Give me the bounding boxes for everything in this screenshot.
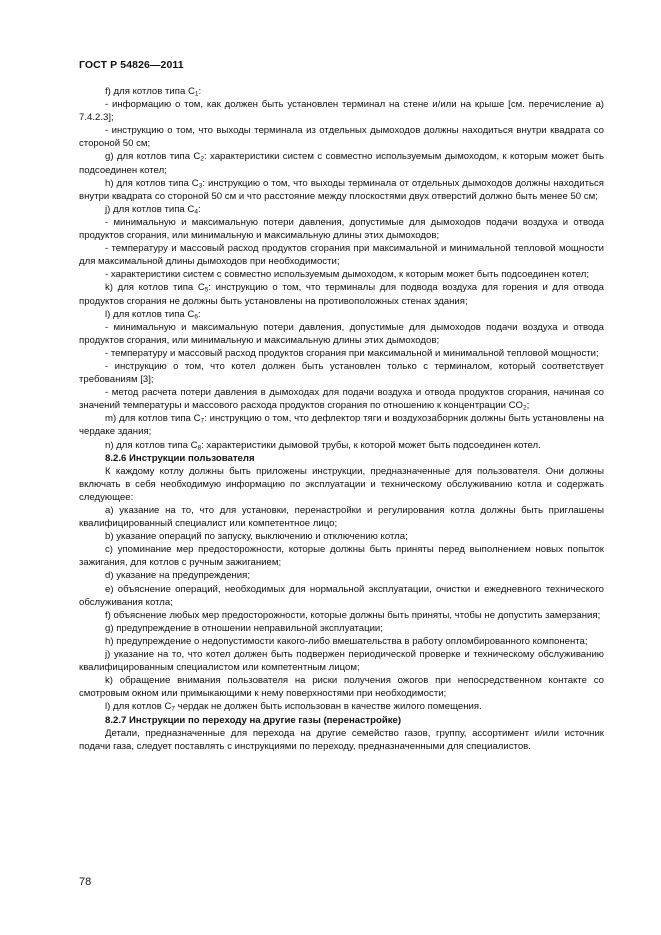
- paragraph-text: g) для котлов типа C: [105, 151, 201, 163]
- paragraph: [79, 281, 604, 307]
- paragraph: [79, 386, 604, 412]
- paragraph: [79, 700, 604, 713]
- section-heading: 8.2.7 Инструкции по переходу на другие газы (перенастройке): [105, 714, 402, 726]
- paragraph: - информацию о том, как должен быть установлен терминал на стене и/или на крыше [см. перечисление а) 7.4.2.3];: [79, 99, 604, 124]
- paragraph: c) упоминание мер предосторожности, которые должны быть приняты перед выполнением новых попыток зажигания, для котлов с ручным зажиганием;: [79, 544, 604, 569]
- paragraph-text: :: [197, 308, 201, 320]
- subscript: 2: [200, 155, 204, 163]
- paragraph-text: ;: [526, 400, 530, 412]
- paragraph: - минимальную и максимальную потери давления, допустимые для дымоходов подачи воздуха и отвода продуктов сгорания, или минимальную и максимальную длины этих дымоходов;: [79, 321, 604, 346]
- subscript: 7: [200, 417, 205, 425]
- paragraph: Детали, предназначенные для перехода на другие семейство газов, группу, ассортимент и/или источник подачи газа, следует поставлять с инструкциями по переходу, предназначенными для специалистов.: [79, 727, 604, 752]
- paragraph: - характеристики систем с совместно используемым дымоходом, к которым может быть подсоединен котел;: [105, 269, 590, 281]
- paragraph: b) указание операций по запуску, выключению и отключению котла;: [105, 531, 408, 543]
- paragraph-text: : инструкцию о том, что дефлектор тяги и воздухозаборник должны быть установлены на чердаке здания;: [79, 413, 604, 438]
- paragraph: [79, 177, 604, 203]
- paragraph: h) предупреждение о недопустимости какого-либо вмешательства в работу опломбированного компонента;: [105, 635, 588, 647]
- paragraph-text: f) для котлов типа C: [105, 86, 195, 97]
- paragraph-text: : инструкцию о том, что терминалы для подвода воздуха для горения и для отвода продуктов сгорания не должны быть установлены на противоположных стенах здания;: [79, 282, 604, 307]
- paragraph: [79, 150, 604, 176]
- subscript: 3: [198, 182, 203, 190]
- subscript: 4: [194, 208, 198, 216]
- document-body: [79, 85, 604, 753]
- subscript: 2: [523, 404, 527, 412]
- paragraph: k) обращение внимания пользователя на риски получения ожогов при непосредственном контакте со смотровым окном или примыкающими к нему поверхностями при необходимости;: [79, 675, 604, 700]
- document-header: ГОСТ Р 54826—2011: [79, 59, 184, 71]
- paragraph: j) указание на то, что котел должен быть подвержен периодической проверке и техническому обслуживанию квалифицированным специалистом или компетентным лицом;: [79, 649, 604, 674]
- subscript: 8: [197, 444, 202, 452]
- paragraph: - температуру и массовый расход продуктов сгорания при максимальной и минимальной тепловой мощности;: [105, 347, 599, 359]
- subscript: 6: [194, 313, 198, 321]
- paragraph-text: m) для котлов типа C: [105, 413, 201, 425]
- paragraph-text: чердак не должен быть использован в качестве жилого помещения.: [175, 701, 482, 713]
- paragraph: a) указание на то, что для установки, перенастройки и регулирования котла должны быть приглашены квалифицированный специалист или компетентное лицо;: [79, 505, 604, 530]
- paragraph: - минимальную и максимальную потери давления, допустимые для дымоходов подачи воздуха и отвода продуктов сгорания, или минимальную и максимальную длины этих дымоходов;: [79, 216, 604, 242]
- section-heading: 8.2.6 Инструкции пользователя: [105, 452, 255, 464]
- paragraph: - инструкцию о том, что выходы терминала из отдельных дымоходов должны находиться внутри квадрата со стороной 50 см;: [79, 125, 604, 150]
- paragraph: [79, 439, 604, 452]
- paragraph: g) предупреждение в отношении неправильной эксплуатации;: [105, 622, 383, 634]
- paragraph-text: :: [197, 203, 201, 215]
- paragraph: d) указание на предупреждения;: [105, 570, 250, 582]
- paragraph: - инструкцию о том, что котел должен быть установлен только с терминалом, который соответствует требованиям [3];: [79, 360, 604, 386]
- paragraph-text: : инструкцию о том, что выходы терминала от отдельных дымоходов должны находиться внутри квадрата со стороной 50 см и что расстояние между плоскостями двух отверстий должно быть менее 50 см;: [79, 177, 605, 202]
- paragraph-text: n) для котлов типа C: [105, 439, 198, 451]
- paragraph: [79, 203, 604, 216]
- subscript: 1: [194, 90, 199, 98]
- paragraph: [79, 412, 604, 438]
- paragraph-text: : характеристики систем с совместно используемым дымоходом, к которым может быть подсоединен котел;: [79, 151, 604, 176]
- paragraph-text: : характеристики дымовой трубы, к которой может быть подсоединен котел.: [201, 439, 541, 451]
- paragraph-text: j) для котлов типа C: [105, 203, 195, 215]
- paragraph: e) объяснение операций, необходимых для нормальной эксплуатации, очистки и ежедневного технического обслуживания котла;: [79, 583, 604, 608]
- paragraph: - температуру и массовый расход продуктов сгорания при максимальной и минимальной тепловой мощности для максимальной длины дымоходов при необходимости;: [79, 243, 604, 268]
- page-number: 78: [79, 876, 92, 888]
- paragraph-text: l) для котлов типа C: [105, 308, 195, 320]
- paragraph-text: :: [198, 86, 202, 97]
- paragraph: К каждому котлу должны быть приложены инструкции, предназначенные для пользователя. Они должны включать в себя необходимую информацию по эксплуатации и техническому обслуживанию котла и содержать следующее:: [79, 465, 604, 503]
- paragraph: [79, 308, 604, 321]
- paragraph-text: - метод расчета потери давления в дымоходах для подачи воздуха и отвода продуктов сгорания, начиная со значений температуры и массового расхода продуктов сгорания по отношению к концентрации CO: [79, 387, 604, 412]
- paragraph-text: k) для котлов типа C: [105, 282, 205, 294]
- paragraph: [79, 85, 604, 98]
- subscript: 5: [204, 286, 209, 294]
- paragraph-text: l) для котлов C: [105, 701, 172, 713]
- paragraph: f) объяснение любых мер предосторожности, которые должны быть приняты, чтобы не допустить замерзания;: [105, 609, 601, 621]
- paragraph-text: h) для котлов типа C: [105, 177, 199, 189]
- subscript: 7: [171, 705, 176, 713]
